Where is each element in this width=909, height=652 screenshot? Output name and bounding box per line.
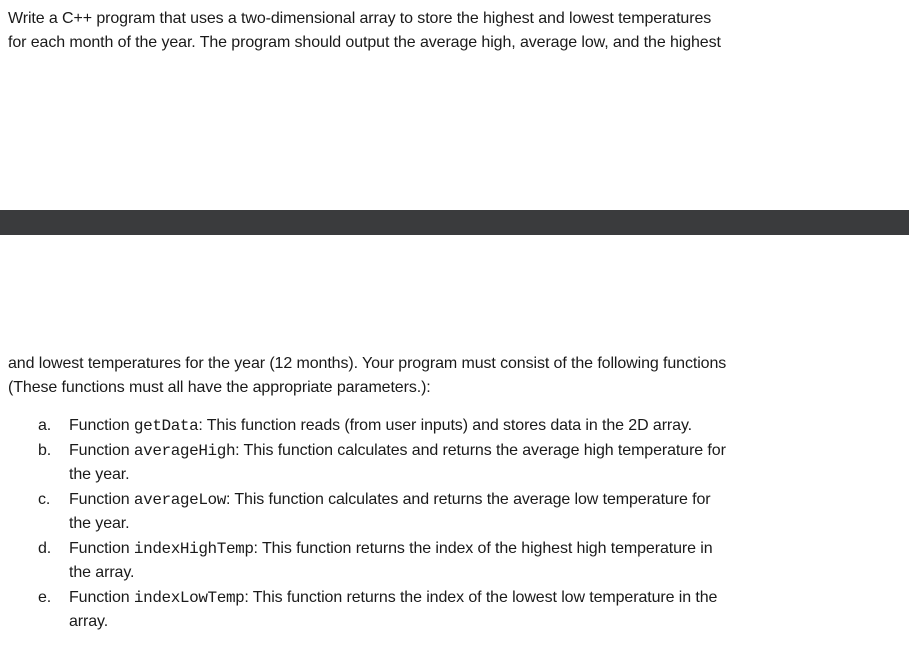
function-name: averageHigh [133,442,236,460]
function-description: : This function returns the index of the lowest low temperature in the [244,589,718,606]
list-item-averagelow [38,488,903,536]
function-name: indexLowTemp [133,589,245,607]
function-name: indexHighTemp [133,540,254,558]
page-divider-bar [0,210,909,235]
function-prefix: Function [69,589,134,606]
function-description: : This function calculates and returns the average low temperature for [225,491,711,508]
list-item-indexlowtemp [38,586,903,634]
function-description: : This function reads (from user inputs) and stores data in the 2D array. [198,417,693,434]
list-item-line-1 [69,537,903,561]
list-marker: a. [38,417,52,434]
function-prefix: Function [69,417,134,434]
list-item-indexhightemp [38,537,903,585]
list-item-line-1 [69,488,903,512]
function-prefix: Function [69,442,134,459]
list-item-line-1 [69,439,903,463]
intro-line-1: Write a C++ program that uses a two-dimensional array to store the highest and lowest temperatures [8,10,712,27]
continuation-paragraph [8,352,903,400]
function-name: averageLow [133,491,226,509]
function-prefix: Function [69,491,134,508]
list-marker: c. [38,491,51,508]
list-item-line-1 [69,414,903,438]
list-item-line-2: array. [69,613,109,630]
list-marker: d. [38,540,52,557]
list-item-line-1 [69,586,903,610]
intro-paragraph [8,7,903,55]
list-item-line-2: the year. [69,515,130,532]
function-description: : This function returns the index of the highest high temperature in [253,540,713,557]
list-item-line-2: the array. [69,564,135,581]
list-marker: b. [38,442,52,459]
function-prefix: Function [69,540,134,557]
continuation-line-2: (These functions must all have the appropriate parameters.): [8,379,431,396]
list-item-line-2: the year. [69,466,130,483]
function-description: : This function calculates and returns the average high temperature for [235,442,726,459]
intro-line-2: for each month of the year. The program should output the average high, average low, and the highest [8,34,721,51]
list-marker: e. [38,589,52,606]
list-item-getdata [38,414,903,438]
continuation-line-1: and lowest temperatures for the year (12 months). Your program must consist of the following functions [8,355,727,372]
function-list [38,414,903,635]
list-item-averagehigh [38,439,903,487]
function-name: getData [133,417,199,435]
